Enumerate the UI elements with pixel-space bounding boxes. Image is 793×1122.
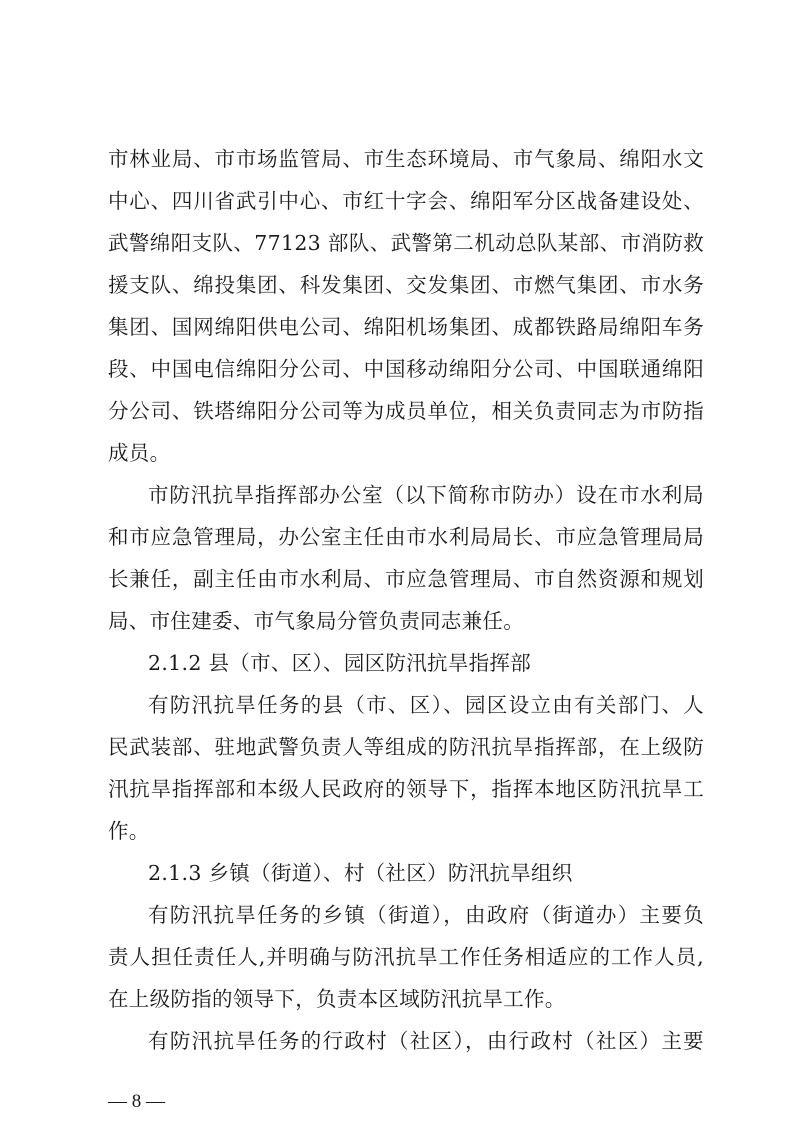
text-line: 和市应急管理局，办公室主任由市水利局局长、市应急管理局局 bbox=[108, 525, 704, 549]
paragraph-start: 有防汛抗旱任务的乡镇（街道），由政府（街道办）主要负 bbox=[148, 903, 704, 927]
text-line: 民武装部、驻地武警负责人等组成的防汛抗旱指挥部，在上级防 bbox=[108, 735, 704, 759]
text-line: 武警绵阳支队、77123 部队、武警第二机动总队某部、市消防救 bbox=[108, 231, 704, 255]
section-heading-2-1-3: 2.1.3 乡镇（街道）、村（社区）防汛抗旱组织 bbox=[148, 861, 573, 885]
text-line: 分公司、铁塔绵阳分公司等为成员单位，相关负责同志为市防指 bbox=[108, 399, 704, 423]
page-number: — 8 — bbox=[108, 1091, 165, 1112]
paragraph-start: 市防汛抗旱指挥部办公室（以下简称市防办）设在市水利局 bbox=[148, 483, 704, 507]
paragraph-start: 有防汛抗旱任务的县（市、区）、园区设立由有关部门、人 bbox=[148, 693, 704, 717]
text-line: 段、中国电信绵阳分公司、中国移动绵阳分公司、中国联通绵阳 bbox=[108, 357, 704, 381]
text-line: 汛抗旱指挥部和本级人民政府的领导下，指挥本地区防汛抗旱工 bbox=[108, 777, 704, 801]
text-line: 长兼任，副主任由市水利局、市应急管理局、市自然资源和规划 bbox=[108, 567, 704, 591]
text-line: 中心、四川省武引中心、市红十字会、绵阳军分区战备建设处、 bbox=[108, 189, 704, 213]
text-line: 市林业局、市市场监管局、市生态环境局、市气象局、绵阳水文 bbox=[108, 147, 704, 171]
paragraph-start: 有防汛抗旱任务的行政村（社区），由行政村（社区）主要 bbox=[148, 1029, 704, 1053]
text-line: 责人担任责任人,并明确与防汛抗旱工作任务相适应的工作人员, bbox=[108, 945, 704, 969]
text-line: 局、市住建委、市气象局分管负责同志兼任。 bbox=[108, 609, 524, 633]
text-line: 作。 bbox=[108, 819, 150, 843]
section-heading-2-1-2: 2.1.2 县（市、区）、园区防汛抗旱指挥部 bbox=[148, 651, 532, 675]
text-line: 成员。 bbox=[108, 441, 171, 465]
text-line: 在上级防指的领导下，负责本区域防汛抗旱工作。 bbox=[108, 987, 566, 1011]
text-line: 援支队、绵投集团、科发集团、交发集团、市燃气集团、市水务 bbox=[108, 273, 704, 297]
text-line: 集团、国网绵阳供电公司、绵阳机场集团、成都铁路局绵阳车务 bbox=[108, 315, 704, 339]
